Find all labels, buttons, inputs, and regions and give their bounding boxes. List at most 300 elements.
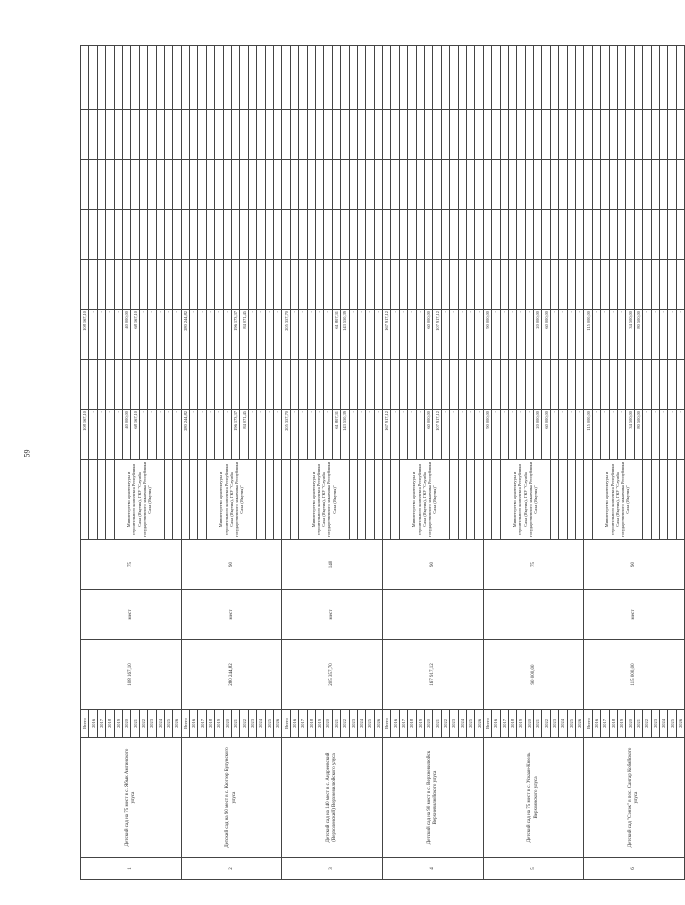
amount-extra-1 bbox=[383, 160, 391, 210]
amount-federal bbox=[416, 360, 424, 410]
amount-extra-1 bbox=[508, 160, 516, 210]
year-cell: 2022 bbox=[341, 710, 349, 738]
amount-extra-3 bbox=[668, 46, 676, 110]
amount-local bbox=[198, 260, 206, 310]
amount-republic: - bbox=[441, 310, 449, 360]
amount-republic: - bbox=[89, 310, 97, 360]
amount-republic: - bbox=[206, 310, 214, 360]
amount-federal bbox=[475, 360, 483, 410]
amount-local bbox=[634, 260, 642, 310]
amount-extra-3 bbox=[383, 46, 391, 110]
amount-federal bbox=[659, 360, 667, 410]
amount-other bbox=[601, 210, 609, 260]
amount-republic: - bbox=[349, 310, 357, 360]
amount-total: 60 000,00 bbox=[425, 410, 433, 460]
amount-republic: - bbox=[450, 310, 458, 360]
amount-republic: - bbox=[408, 310, 416, 360]
amount-extra-3 bbox=[282, 46, 290, 110]
amount-other bbox=[659, 210, 667, 260]
amount-extra-1 bbox=[114, 160, 122, 210]
year-cell: 2025 bbox=[164, 710, 172, 738]
amount-other bbox=[341, 210, 349, 260]
amount-other bbox=[634, 210, 642, 260]
amount-extra-2 bbox=[248, 110, 256, 160]
amount-federal bbox=[500, 360, 508, 410]
object-name: Детский сад на 90 мест в с. Верхневилюйск Верхневилюйского улуса bbox=[383, 738, 484, 858]
amount-total: - bbox=[508, 410, 516, 460]
amount-extra-3 bbox=[542, 46, 550, 110]
amount-local bbox=[97, 260, 105, 310]
year-cell: Всего bbox=[282, 710, 290, 738]
capacity-unit bbox=[483, 590, 584, 640]
amount-extra-3 bbox=[357, 46, 365, 110]
amount-extra-3 bbox=[466, 46, 474, 110]
amount-total: - bbox=[148, 410, 156, 460]
rotated-table-wrapper bbox=[80, 46, 683, 880]
amount-extra-2 bbox=[492, 110, 500, 160]
amount-other bbox=[206, 210, 214, 260]
amount-republic: - bbox=[416, 310, 424, 360]
object-name: Детский сад на 90 мест в с. Кюгээр Булунского улуса bbox=[181, 738, 282, 858]
capacity-unit: мест bbox=[584, 590, 685, 640]
year-cell: 2023 bbox=[248, 710, 256, 738]
amount-extra-1 bbox=[584, 160, 592, 210]
amount-republic: 61 807,31 bbox=[332, 310, 340, 360]
amount-extra-2 bbox=[601, 110, 609, 160]
amount-federal bbox=[349, 360, 357, 410]
amount-other bbox=[282, 210, 290, 260]
year-cell: 2019 bbox=[517, 710, 525, 738]
amount-total: - bbox=[475, 410, 483, 460]
year-cell: 2018 bbox=[206, 710, 214, 738]
amount-federal bbox=[567, 360, 575, 410]
capacity-value: 90 bbox=[584, 540, 685, 590]
amount-local bbox=[156, 260, 164, 310]
amount-extra-1 bbox=[609, 160, 617, 210]
amount-republic: - bbox=[173, 310, 181, 360]
amount-extra-2 bbox=[173, 110, 181, 160]
object-name: Детский сад на 75 мест в с. Ябык Амгинского улуса bbox=[81, 738, 182, 858]
amount-federal bbox=[676, 360, 684, 410]
year-cell: 2020 bbox=[525, 710, 533, 738]
amount-republic: - bbox=[576, 310, 584, 360]
amount-extra-2 bbox=[198, 110, 206, 160]
amount-extra-2 bbox=[97, 110, 105, 160]
amount-extra-2 bbox=[282, 110, 290, 160]
amount-extra-3 bbox=[299, 46, 307, 110]
amount-republic: - bbox=[315, 310, 323, 360]
amount-local bbox=[257, 260, 265, 310]
amount-total: - bbox=[324, 410, 332, 460]
year-cell: 2022 bbox=[542, 710, 550, 738]
amount-other bbox=[383, 210, 391, 260]
responsible-empty bbox=[475, 460, 483, 540]
capacity-value: 75 bbox=[483, 540, 584, 590]
amount-total: - bbox=[416, 410, 424, 460]
amount-republic: 143 550,39 bbox=[341, 310, 349, 360]
amount-other bbox=[299, 210, 307, 260]
amount-local bbox=[416, 260, 424, 310]
responsible-empty bbox=[383, 460, 391, 540]
amount-local bbox=[290, 260, 298, 310]
amount-local bbox=[441, 260, 449, 310]
amount-total: - bbox=[441, 410, 449, 460]
amount-extra-2 bbox=[450, 110, 458, 160]
year-cell: 2021 bbox=[131, 710, 139, 738]
amount-federal bbox=[173, 360, 181, 410]
year-cell: 2023 bbox=[349, 710, 357, 738]
amount-other bbox=[290, 210, 298, 260]
year-cell: 2025 bbox=[265, 710, 273, 738]
amount-other bbox=[181, 210, 189, 260]
amount-republic: - bbox=[148, 310, 156, 360]
amount-total: - bbox=[89, 410, 97, 460]
amount-local bbox=[584, 260, 592, 310]
amount-extra-2 bbox=[131, 110, 139, 160]
amount-extra-2 bbox=[357, 110, 365, 160]
amount-total: - bbox=[357, 410, 365, 460]
amount-republic: - bbox=[592, 310, 600, 360]
amount-extra-1 bbox=[525, 160, 533, 210]
amount-extra-1 bbox=[232, 160, 240, 210]
amount-republic: 196 173,37 bbox=[232, 310, 240, 360]
amount-republic: - bbox=[475, 310, 483, 360]
amount-republic: 34 500,00 bbox=[626, 310, 634, 360]
row-number: 4 bbox=[383, 858, 484, 880]
amount-local bbox=[458, 260, 466, 310]
amount-extra-3 bbox=[483, 46, 491, 110]
amount-extra-3 bbox=[89, 46, 97, 110]
amount-extra-3 bbox=[181, 46, 189, 110]
amount-extra-2 bbox=[89, 110, 97, 160]
responsible-empty bbox=[659, 460, 667, 540]
amount-other bbox=[458, 210, 466, 260]
amount-local bbox=[81, 260, 89, 310]
amount-republic: - bbox=[290, 310, 298, 360]
year-cell: 2019 bbox=[315, 710, 323, 738]
amount-extra-1 bbox=[223, 160, 231, 210]
responsible-empty bbox=[106, 460, 114, 540]
amount-total: - bbox=[164, 410, 172, 460]
amount-local bbox=[265, 260, 273, 310]
year-cell: 2026 bbox=[173, 710, 181, 738]
responsible-empty bbox=[676, 460, 684, 540]
amount-local bbox=[525, 260, 533, 310]
amount-local bbox=[668, 260, 676, 310]
amount-local bbox=[324, 260, 332, 310]
amount-extra-3 bbox=[81, 46, 89, 110]
amount-federal bbox=[584, 360, 592, 410]
amount-republic: 108 167,10 bbox=[81, 310, 89, 360]
year-cell: 2022 bbox=[139, 710, 147, 738]
amount-republic: 80 500,00 bbox=[634, 310, 642, 360]
year-cell: 2018 bbox=[609, 710, 617, 738]
amount-extra-2 bbox=[324, 110, 332, 160]
year-cell: 2025 bbox=[668, 710, 676, 738]
amount-federal bbox=[97, 360, 105, 410]
amount-extra-1 bbox=[206, 160, 214, 210]
year-cell: 2021 bbox=[634, 710, 642, 738]
amount-total: - bbox=[206, 410, 214, 460]
amount-extra-2 bbox=[315, 110, 323, 160]
table-row bbox=[282, 46, 290, 880]
amount-extra-1 bbox=[215, 160, 223, 210]
amount-extra-2 bbox=[307, 110, 315, 160]
year-cell: 2019 bbox=[618, 710, 626, 738]
amount-local bbox=[659, 260, 667, 310]
amount-local bbox=[148, 260, 156, 310]
amount-total: - bbox=[576, 410, 584, 460]
responsible-empty bbox=[173, 460, 181, 540]
amount-federal bbox=[307, 360, 315, 410]
amount-federal bbox=[357, 360, 365, 410]
amount-extra-2 bbox=[156, 110, 164, 160]
amount-local bbox=[618, 260, 626, 310]
amount-federal bbox=[492, 360, 500, 410]
amount-republic: - bbox=[651, 310, 659, 360]
amount-extra-2 bbox=[475, 110, 483, 160]
amount-local bbox=[181, 260, 189, 310]
responsible-org: Министерство архитектуры и строительного комплекса Республики Саха (Якутия), ГКУ "Служба государственного заказчика Республики Саха (Якутия)" bbox=[206, 460, 256, 540]
table-row bbox=[383, 46, 391, 880]
amount-extra-3 bbox=[399, 46, 407, 110]
amount-extra-1 bbox=[164, 160, 172, 210]
amount-federal bbox=[190, 360, 198, 410]
year-cell: Всего bbox=[181, 710, 189, 738]
amount-extra-1 bbox=[576, 160, 584, 210]
amount-republic: - bbox=[215, 310, 223, 360]
amount-federal bbox=[550, 360, 558, 410]
amount-extra-1 bbox=[550, 160, 558, 210]
amount-extra-2 bbox=[508, 110, 516, 160]
amount-republic: 205 357,70 bbox=[282, 310, 290, 360]
amount-other bbox=[114, 210, 122, 260]
amount-republic: - bbox=[374, 310, 382, 360]
amount-local bbox=[248, 260, 256, 310]
amount-other bbox=[508, 210, 516, 260]
amount-local bbox=[282, 260, 290, 310]
amount-other bbox=[576, 210, 584, 260]
amount-local bbox=[483, 260, 491, 310]
amount-local bbox=[492, 260, 500, 310]
year-cell: 2024 bbox=[357, 710, 365, 738]
total-cost: 115 000,00 bbox=[584, 640, 685, 710]
amount-federal bbox=[181, 360, 189, 410]
year-cell: 2020 bbox=[324, 710, 332, 738]
amount-federal bbox=[148, 360, 156, 410]
year-cell: 2022 bbox=[240, 710, 248, 738]
amount-extra-1 bbox=[500, 160, 508, 210]
row-number: 2 bbox=[181, 858, 282, 880]
amount-other bbox=[441, 210, 449, 260]
amount-federal bbox=[114, 360, 122, 410]
amount-total: - bbox=[399, 410, 407, 460]
amount-extra-1 bbox=[475, 160, 483, 210]
amount-other bbox=[525, 210, 533, 260]
amount-total: - bbox=[601, 410, 609, 460]
amount-republic: - bbox=[114, 310, 122, 360]
program-table bbox=[80, 45, 685, 880]
amount-extra-2 bbox=[366, 110, 374, 160]
amount-extra-2 bbox=[659, 110, 667, 160]
amount-total: 34 500,00 bbox=[626, 410, 634, 460]
amount-federal bbox=[257, 360, 265, 410]
amount-federal bbox=[408, 360, 416, 410]
amount-republic: - bbox=[357, 310, 365, 360]
amount-other bbox=[550, 210, 558, 260]
amount-local bbox=[173, 260, 181, 310]
amount-extra-1 bbox=[240, 160, 248, 210]
amount-total: - bbox=[248, 410, 256, 460]
amount-extra-3 bbox=[550, 46, 558, 110]
amount-total: - bbox=[559, 410, 567, 460]
amount-federal bbox=[450, 360, 458, 410]
amount-local bbox=[106, 260, 114, 310]
amount-extra-1 bbox=[139, 160, 147, 210]
year-cell: 2021 bbox=[433, 710, 441, 738]
amount-extra-3 bbox=[609, 46, 617, 110]
amount-extra-3 bbox=[332, 46, 340, 110]
amount-federal bbox=[525, 360, 533, 410]
amount-local bbox=[232, 260, 240, 310]
amount-extra-1 bbox=[592, 160, 600, 210]
amount-local bbox=[349, 260, 357, 310]
amount-republic: - bbox=[668, 310, 676, 360]
year-cell: 2016 bbox=[391, 710, 399, 738]
amount-republic: - bbox=[550, 310, 558, 360]
amount-republic: 280 244,82 bbox=[181, 310, 189, 360]
amount-extra-3 bbox=[651, 46, 659, 110]
amount-federal bbox=[223, 360, 231, 410]
amount-extra-1 bbox=[567, 160, 575, 210]
amount-other bbox=[592, 210, 600, 260]
responsible-empty bbox=[576, 460, 584, 540]
amount-extra-3 bbox=[500, 46, 508, 110]
year-cell: 2026 bbox=[475, 710, 483, 738]
responsible-empty bbox=[349, 460, 357, 540]
amount-total: 280 244,82 bbox=[181, 410, 189, 460]
amount-federal bbox=[374, 360, 382, 410]
amount-federal bbox=[265, 360, 273, 410]
responsible-empty bbox=[550, 460, 558, 540]
amount-extra-3 bbox=[265, 46, 273, 110]
amount-other bbox=[106, 210, 114, 260]
amount-extra-1 bbox=[483, 160, 491, 210]
amount-other bbox=[391, 210, 399, 260]
year-cell: 2021 bbox=[332, 710, 340, 738]
amount-extra-1 bbox=[198, 160, 206, 210]
amount-federal bbox=[466, 360, 474, 410]
amount-local bbox=[341, 260, 349, 310]
amount-federal bbox=[290, 360, 298, 410]
amount-total: - bbox=[265, 410, 273, 460]
amount-extra-3 bbox=[223, 46, 231, 110]
row-number: 3 bbox=[282, 858, 383, 880]
amount-extra-2 bbox=[257, 110, 265, 160]
amount-extra-2 bbox=[584, 110, 592, 160]
amount-extra-1 bbox=[676, 160, 684, 210]
amount-total: - bbox=[349, 410, 357, 460]
year-cell: 2017 bbox=[399, 710, 407, 738]
amount-other bbox=[475, 210, 483, 260]
amount-other bbox=[609, 210, 617, 260]
capacity-unit: мест bbox=[81, 590, 182, 640]
amount-extra-1 bbox=[181, 160, 189, 210]
amount-other bbox=[307, 210, 315, 260]
amount-total: - bbox=[290, 410, 298, 460]
responsible-empty bbox=[458, 460, 466, 540]
amount-republic: - bbox=[366, 310, 374, 360]
amount-extra-1 bbox=[534, 160, 542, 210]
amount-other bbox=[131, 210, 139, 260]
amount-extra-3 bbox=[131, 46, 139, 110]
amount-federal bbox=[592, 360, 600, 410]
amount-republic: - bbox=[609, 310, 617, 360]
amount-extra-1 bbox=[458, 160, 466, 210]
year-cell: 2025 bbox=[366, 710, 374, 738]
amount-republic: - bbox=[391, 310, 399, 360]
amount-total: 115 000,00 bbox=[584, 410, 592, 460]
amount-local bbox=[122, 260, 130, 310]
amount-republic: - bbox=[525, 310, 533, 360]
amount-republic: - bbox=[265, 310, 273, 360]
amount-extra-2 bbox=[433, 110, 441, 160]
amount-extra-1 bbox=[315, 160, 323, 210]
year-cell: 2017 bbox=[198, 710, 206, 738]
amount-federal bbox=[534, 360, 542, 410]
amount-extra-2 bbox=[609, 110, 617, 160]
amount-local bbox=[508, 260, 516, 310]
amount-extra-1 bbox=[97, 160, 105, 210]
responsible-empty bbox=[567, 460, 575, 540]
amount-extra-3 bbox=[257, 46, 265, 110]
amount-other bbox=[450, 210, 458, 260]
amount-other bbox=[97, 210, 105, 260]
amount-local bbox=[651, 260, 659, 310]
amount-extra-3 bbox=[273, 46, 281, 110]
amount-republic: - bbox=[508, 310, 516, 360]
year-cell: Всего bbox=[483, 710, 491, 738]
amount-extra-1 bbox=[374, 160, 382, 210]
amount-total: - bbox=[525, 410, 533, 460]
responsible-empty bbox=[97, 460, 105, 540]
amount-extra-3 bbox=[114, 46, 122, 110]
amount-extra-1 bbox=[257, 160, 265, 210]
amount-extra-2 bbox=[525, 110, 533, 160]
amount-extra-1 bbox=[332, 160, 340, 210]
amount-extra-3 bbox=[508, 46, 516, 110]
table-row bbox=[483, 46, 491, 880]
amount-other bbox=[139, 210, 147, 260]
year-cell: 2018 bbox=[508, 710, 516, 738]
amount-federal bbox=[240, 360, 248, 410]
amount-extra-2 bbox=[634, 110, 642, 160]
amount-extra-2 bbox=[215, 110, 223, 160]
amount-federal bbox=[206, 360, 214, 410]
responsible-empty bbox=[366, 460, 374, 540]
amount-extra-2 bbox=[416, 110, 424, 160]
amount-local bbox=[592, 260, 600, 310]
amount-extra-3 bbox=[592, 46, 600, 110]
capacity-value: 90 bbox=[383, 540, 484, 590]
amount-local bbox=[315, 260, 323, 310]
amount-total: 108 167,10 bbox=[81, 410, 89, 460]
amount-republic: 90 000,00 bbox=[483, 310, 491, 360]
amount-extra-3 bbox=[106, 46, 114, 110]
year-cell: 2016 bbox=[89, 710, 97, 738]
amount-local bbox=[273, 260, 281, 310]
year-cell: 2025 bbox=[466, 710, 474, 738]
